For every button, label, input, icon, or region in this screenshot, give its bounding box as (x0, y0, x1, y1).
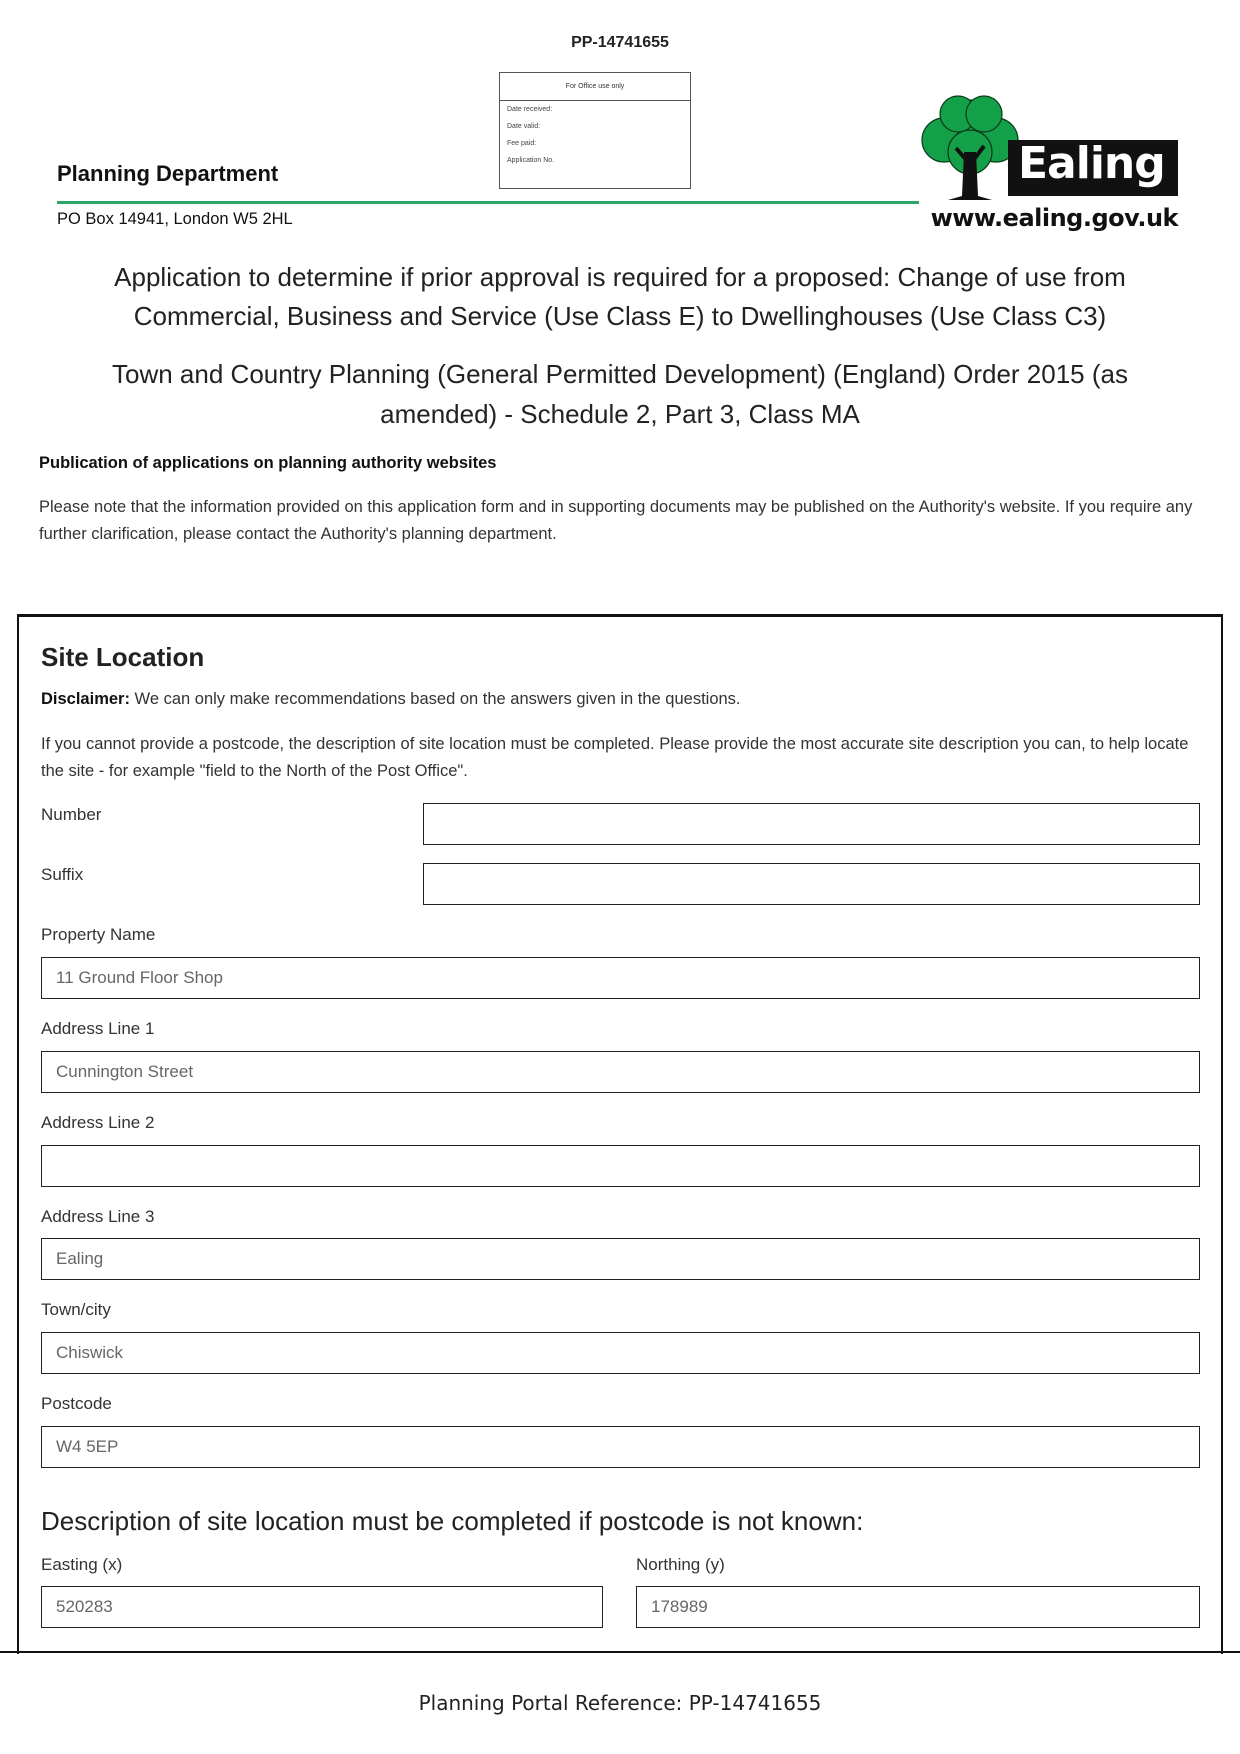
office-use-title: For Office use only (500, 73, 690, 101)
number-field[interactable] (423, 803, 1200, 845)
form-title: Application to determine if prior approval is required for a proposed: Change of use from Commercial, Business and Service (Use Class E) to Dwellinghouses (Use Class C3) (114, 262, 1126, 331)
disclaimer-label: Disclaimer: (41, 690, 130, 708)
town-city-field[interactable]: Chiswick (41, 1332, 1200, 1374)
office-fee-paid: Fee paid: (507, 140, 537, 147)
address-line-1-label: Address Line 1 (41, 1019, 155, 1038)
postcode-field[interactable]: W4 5EP (41, 1426, 1200, 1468)
logo-wordmark: Ealing (1018, 138, 1165, 189)
office-date-received: Date received: (507, 106, 553, 113)
disclaimer-text: We can only make recommendations based on the answers given in the questions. (129, 690, 741, 708)
number-label: Number (41, 805, 102, 824)
address-line-3-label: Address Line 3 (41, 1207, 155, 1226)
reference-number: PP-14741655 (571, 34, 669, 51)
disclaimer (41, 690, 741, 709)
postcode-note: If you cannot provide a postcode, the description of site location must be completed. Please provide the most accurate site description you can, to help locate the site - for example "field to the North of the Post Office". (41, 735, 1189, 780)
site-location-heading: Site Location (41, 642, 205, 672)
council-website: www.ealing.gov.uk (930, 204, 1178, 232)
easting-label: Easting (x) (41, 1555, 123, 1574)
footer-reference: Planning Portal Reference: PP-14741655 (418, 1691, 822, 1715)
office-date-valid: Date valid: (507, 123, 541, 130)
northing-label: Northing (y) (636, 1555, 725, 1574)
department-address: PO Box 14941, London W5 2HL (57, 210, 293, 228)
header-divider (57, 201, 919, 204)
suffix-label: Suffix (41, 865, 84, 884)
address-line-2-label: Address Line 2 (41, 1113, 155, 1132)
department-title: Planning Department (57, 161, 279, 186)
page-bottom-rule (0, 1651, 1240, 1653)
ealing-logo (918, 92, 1180, 232)
suffix-field[interactable] (423, 863, 1200, 905)
publication-text: Please note that the information provided on this application form and in supporting documents may be published on the Authority's website. If you require any further clarification, please contact the Authority's planning department. (39, 498, 1193, 543)
address-line-3-field[interactable]: Ealing (41, 1238, 1200, 1280)
office-use-box (499, 72, 691, 189)
property-name-label: Property Name (41, 925, 156, 944)
northing-field[interactable]: 178989 (636, 1586, 1200, 1628)
address-line-1-field[interactable]: Cunnington Street (41, 1051, 1200, 1093)
publication-heading: Publication of applications on planning authority websites (39, 454, 497, 472)
property-name-field[interactable]: 11 Ground Floor Shop (41, 957, 1200, 999)
office-application-no: Application No. (507, 157, 555, 164)
description-heading: Description of site location must be completed if postcode is not known: (41, 1506, 864, 1536)
easting-field[interactable]: 520283 (41, 1586, 603, 1628)
form-subtitle: Town and Country Planning (General Permitted Development) (England) Order 2015 (as amended) - Schedule 2, Part 3, Class MA (112, 359, 1128, 429)
tree-icon (918, 92, 1022, 202)
postcode-label: Postcode (41, 1394, 112, 1413)
address-line-2-field[interactable] (41, 1145, 1200, 1187)
town-city-label: Town/city (41, 1300, 111, 1319)
